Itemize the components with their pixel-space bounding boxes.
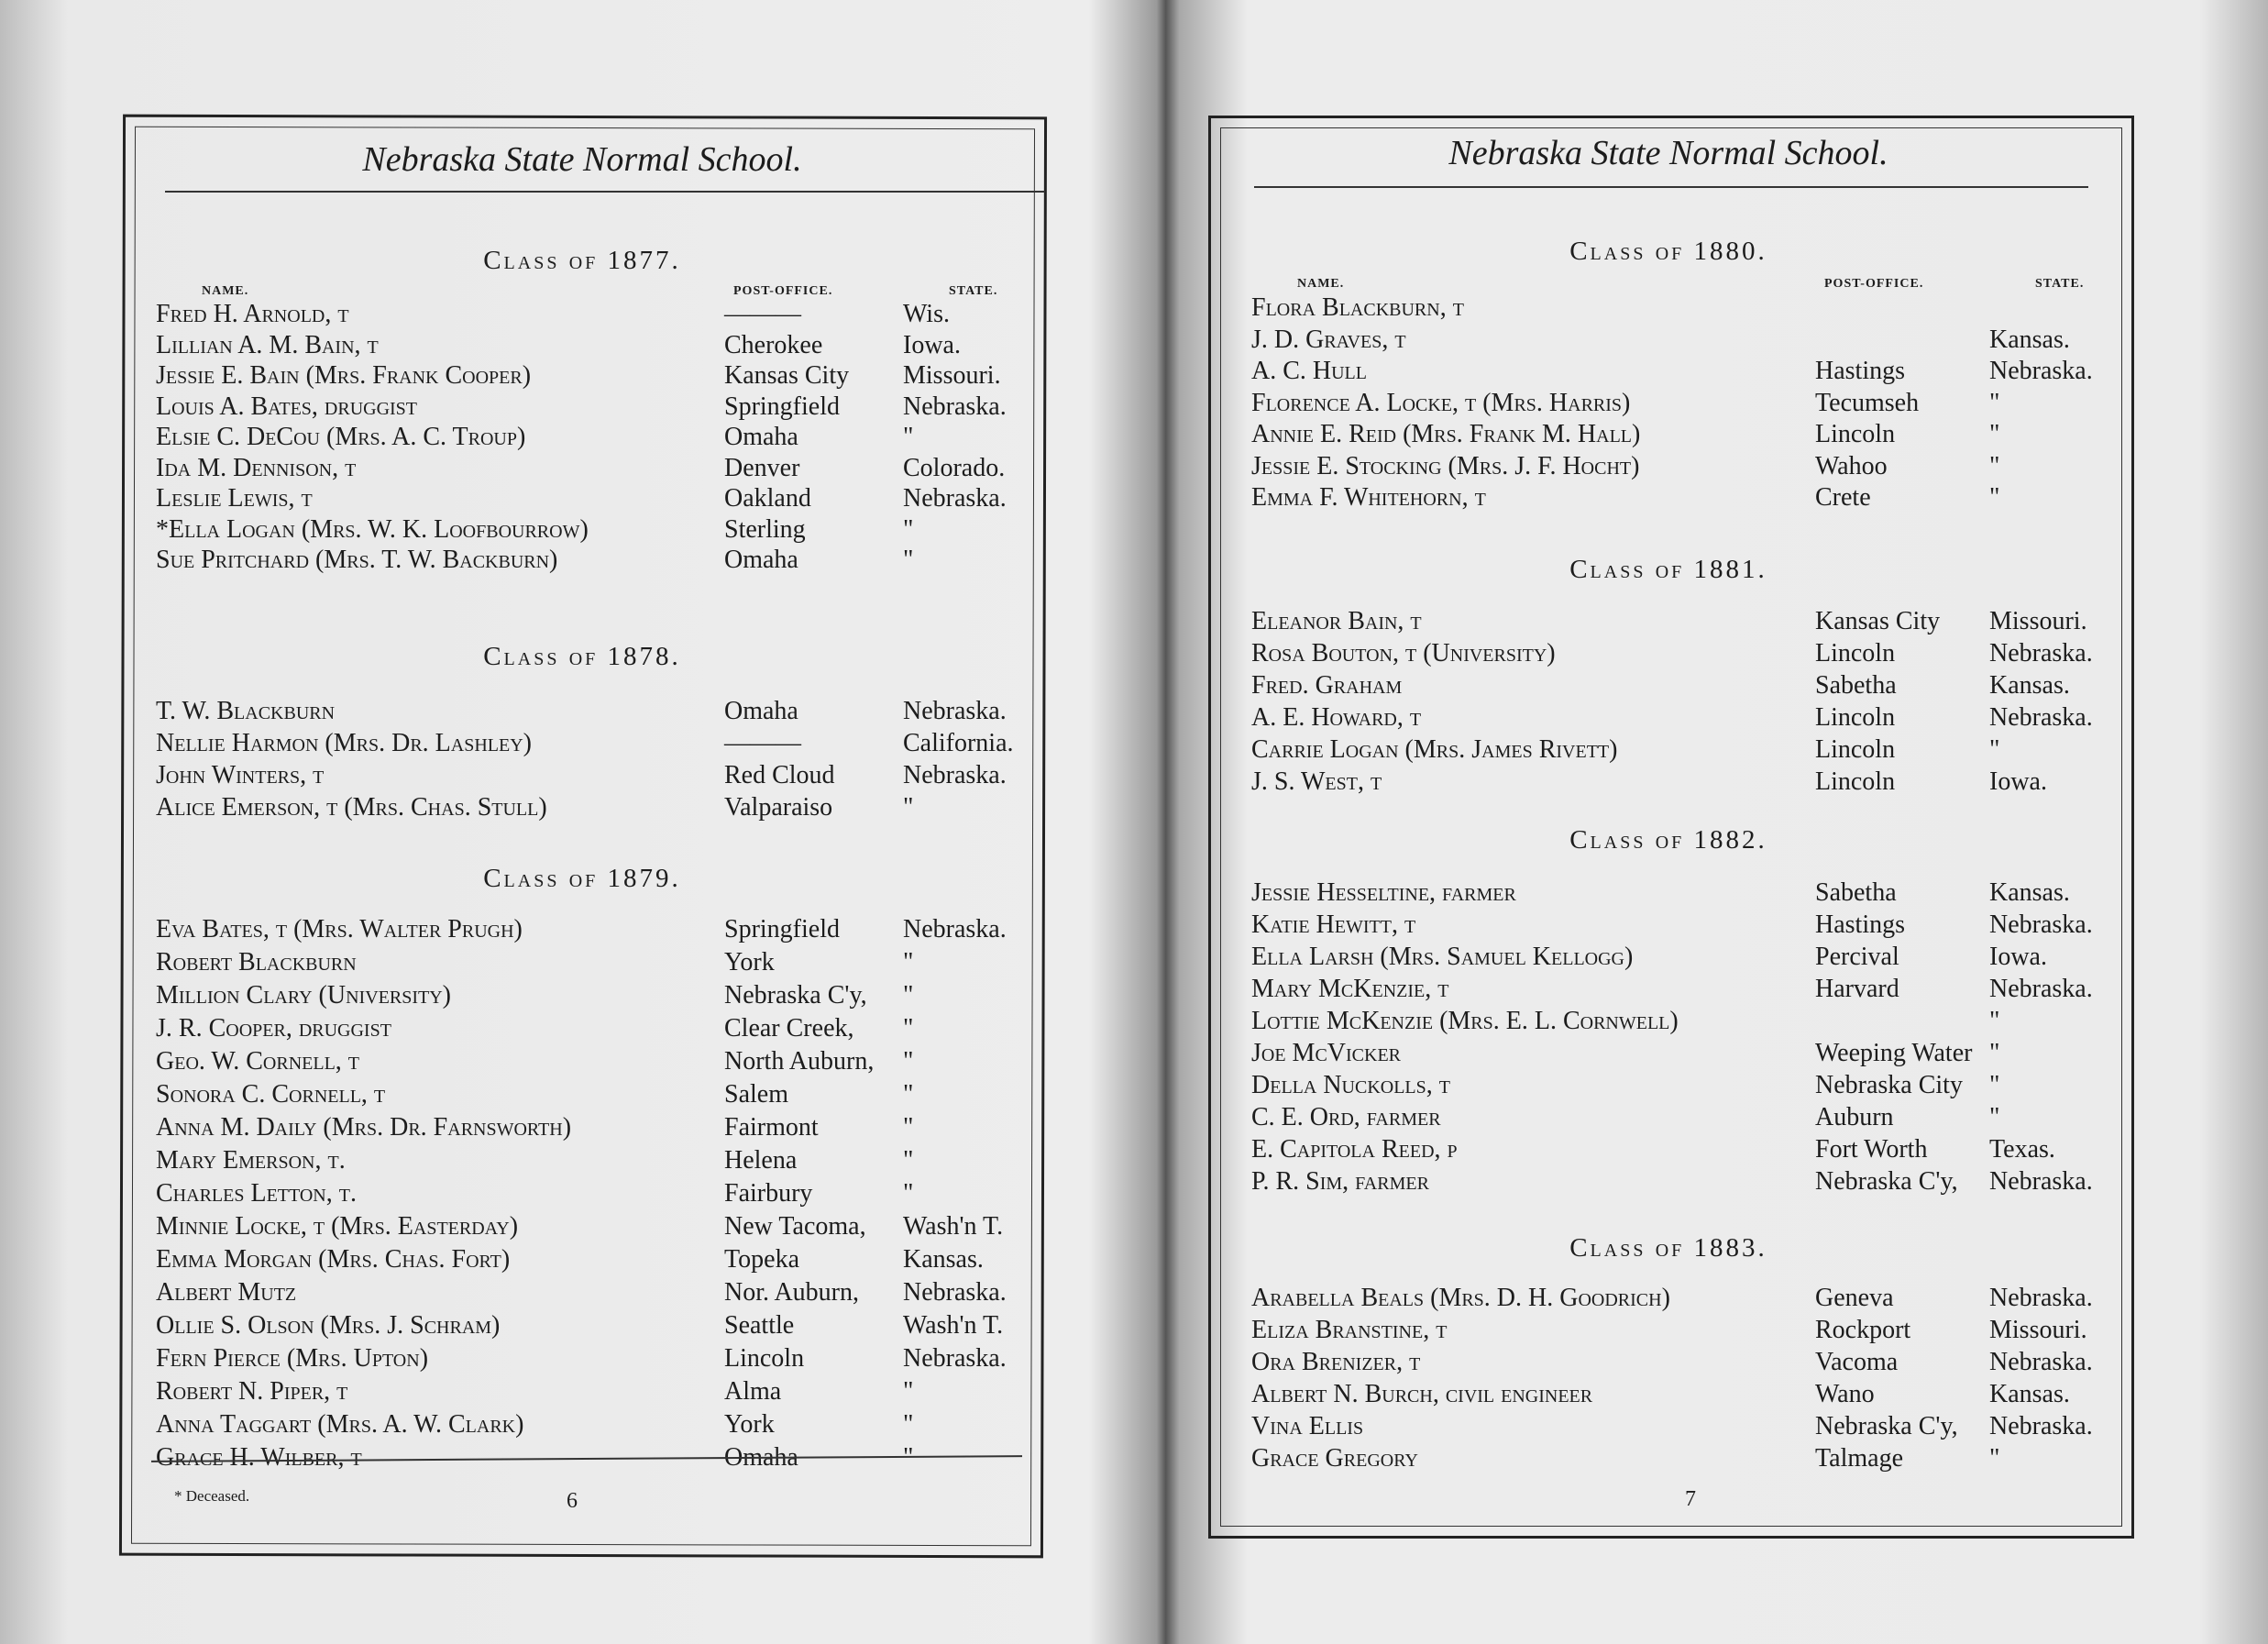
graduate-name: Alice Emerson, t (Mrs. Chas. Stull) xyxy=(156,793,547,822)
graduate-state: " xyxy=(1989,1071,2000,1099)
graduate-state: " xyxy=(1989,1103,2000,1131)
graduate-post-office: Nebraska C'y, xyxy=(1815,1167,1958,1196)
graduate-name: J. R. Cooper, druggist xyxy=(156,1014,391,1043)
left-colhead-post-office: POST-OFFICE. xyxy=(733,284,833,298)
graduate-row xyxy=(1192,1103,2246,1134)
graduate-state: Texas. xyxy=(1989,1135,2055,1164)
graduate-name: Charles Letton, t. xyxy=(156,1179,357,1208)
graduate-row xyxy=(0,915,1054,946)
graduate-post-office: York xyxy=(724,948,775,976)
left-class-heading: Class of 1878. xyxy=(483,642,681,671)
graduate-post-office: Nebraska C'y, xyxy=(724,981,867,1010)
graduate-state: " xyxy=(1989,483,2000,512)
graduate-name: Sue Pritchard (Mrs. T. W. Backburn) xyxy=(156,546,558,574)
right-class-heading: Class of 1883. xyxy=(1569,1233,1767,1263)
graduate-state: " xyxy=(1989,451,2000,480)
graduate-post-office: Lincoln xyxy=(724,1344,805,1373)
graduate-state: " xyxy=(1989,735,2000,764)
graduate-post-office: Talmage xyxy=(1815,1444,1903,1473)
graduate-name: Grace H. Wilber, t xyxy=(156,1443,362,1472)
graduate-post-office: Oakland xyxy=(724,484,811,513)
graduate-name: Fern Pierce (Mrs. Upton) xyxy=(156,1344,429,1373)
graduate-post-office: Wano xyxy=(1815,1380,1875,1408)
graduate-post-office: Fairmont xyxy=(724,1113,819,1142)
graduate-name: Vina Ellis xyxy=(1251,1412,1364,1440)
graduate-state: " xyxy=(1989,1007,2000,1035)
graduate-state: Nebraska. xyxy=(903,761,1007,789)
graduate-post-office: North Auburn, xyxy=(724,1047,875,1076)
right-class-heading: Class of 1880. xyxy=(1569,237,1767,266)
left-colhead-state: STATE. xyxy=(949,284,998,298)
graduate-state: Nebraska. xyxy=(903,392,1007,421)
graduate-state: " xyxy=(903,1047,914,1076)
graduate-row xyxy=(1192,671,2246,702)
graduate-name: Ella Larsh (Mrs. Samuel Kellogg) xyxy=(1251,943,1634,971)
graduate-name: Robert N. Piper, t xyxy=(156,1377,348,1406)
graduate-post-office: New Tacoma, xyxy=(724,1212,866,1241)
graduate-row xyxy=(0,484,1054,515)
graduate-name: Nellie Harmon (Mrs. Dr. Lashley) xyxy=(156,729,532,757)
graduate-state: " xyxy=(903,1014,914,1043)
graduate-name: Sonora C. Cornell, t xyxy=(156,1080,386,1109)
graduate-name: Geo. W. Cornell, t xyxy=(156,1047,360,1076)
graduate-post-office: Springfield xyxy=(724,915,840,943)
graduate-post-office: Lincoln xyxy=(1815,703,1896,732)
graduate-row xyxy=(0,1047,1054,1078)
graduate-row xyxy=(1192,293,2246,325)
graduate-name: A. C. Hull xyxy=(1251,357,1367,385)
graduate-row xyxy=(0,1146,1054,1177)
graduate-name: Fred H. Arnold, t xyxy=(156,300,349,328)
graduate-row xyxy=(0,1410,1054,1441)
graduate-post-office: Weeping Water xyxy=(1815,1039,1973,1067)
graduate-post-office: Topeka xyxy=(724,1245,800,1274)
graduate-name: Albert Mutz xyxy=(156,1278,297,1307)
graduate-row xyxy=(0,948,1054,979)
graduate-name: Katie Hewitt, t xyxy=(1251,910,1416,939)
graduate-state: " xyxy=(1989,420,2000,448)
graduate-state: California. xyxy=(903,729,1014,757)
graduate-name: Emma F. Whitehorn, t xyxy=(1251,483,1486,512)
graduate-post-office: Omaha xyxy=(724,546,798,574)
graduate-name: Lillian A. M. Bain, t xyxy=(156,330,379,359)
graduate-state: " xyxy=(1989,1444,2000,1473)
right-page xyxy=(1192,0,2268,1644)
graduate-name: C. E. Ord, farmer xyxy=(1251,1103,1441,1131)
graduate-state: Nebraska. xyxy=(1989,703,2093,732)
graduate-row xyxy=(0,331,1054,362)
graduate-state: Kansas. xyxy=(903,1245,984,1274)
graduate-name: Jessie E. Stocking (Mrs. J. F. Hocht) xyxy=(1251,451,1640,480)
graduate-post-office: Fairbury xyxy=(724,1179,813,1208)
graduate-row xyxy=(0,1113,1054,1144)
graduate-name: Grace Gregory xyxy=(1251,1444,1418,1473)
graduate-row xyxy=(0,361,1054,392)
graduate-state: Wis. xyxy=(903,300,950,328)
graduate-row xyxy=(0,1179,1054,1210)
graduate-row xyxy=(1192,943,2246,974)
graduate-post-office: Nebraska C'y, xyxy=(1815,1412,1958,1440)
page-number-left: 6 xyxy=(567,1489,578,1513)
graduate-post-office: Lincoln xyxy=(1815,767,1896,796)
graduate-post-office: Lincoln xyxy=(1815,420,1896,448)
graduate-state: Nebraska. xyxy=(903,1278,1007,1307)
graduate-row xyxy=(1192,878,2246,910)
graduate-post-office: Sabetha xyxy=(1815,671,1897,700)
right-class-heading: Class of 1882. xyxy=(1569,825,1767,855)
graduate-row xyxy=(1192,1444,2246,1475)
graduate-row xyxy=(1192,389,2246,420)
left-head-rule xyxy=(165,191,1045,193)
graduate-row xyxy=(0,454,1054,485)
graduate-post-office: Percival xyxy=(1815,943,1899,971)
graduate-name: Anna Taggart (Mrs. A. W. Clark) xyxy=(156,1410,524,1439)
graduate-row xyxy=(1192,1412,2246,1443)
graduate-state: " xyxy=(903,1443,914,1472)
graduate-name: Carrie Logan (Mrs. James Rivett) xyxy=(1251,735,1618,764)
graduate-state: Kansas. xyxy=(1989,325,2070,354)
graduate-post-office: Rockport xyxy=(1815,1316,1911,1344)
graduate-state: Iowa. xyxy=(1989,943,2047,971)
graduate-row xyxy=(1192,767,2246,799)
graduate-row xyxy=(0,1311,1054,1342)
graduate-row xyxy=(1192,1284,2246,1315)
graduate-name: Elsie C. DeCou (Mrs. A. C. Troup) xyxy=(156,423,526,451)
graduate-name: Minnie Locke, t (Mrs. Easterday) xyxy=(156,1212,519,1241)
left-running-head: Nebraska State Normal School. xyxy=(362,140,802,179)
graduate-post-office: Omaha xyxy=(724,1443,798,1472)
left-class-heading: Class of 1877. xyxy=(483,246,681,275)
graduate-row xyxy=(1192,1167,2246,1198)
graduate-row xyxy=(0,729,1054,760)
graduate-post-office: Wahoo xyxy=(1815,451,1888,480)
graduate-name: Leslie Lewis, t xyxy=(156,484,313,513)
graduate-name: Jessie E. Bain (Mrs. Frank Cooper) xyxy=(156,361,532,390)
graduate-name: Albert N. Burch, civil engineer xyxy=(1251,1380,1593,1408)
graduate-post-office: Valparaiso xyxy=(724,793,833,822)
graduate-state: Wash'n T. xyxy=(903,1311,1004,1340)
graduate-name: Robert Blackburn xyxy=(156,948,357,976)
graduate-row xyxy=(0,793,1054,824)
graduate-row xyxy=(1192,452,2246,483)
graduate-name: Della Nuckolls, t xyxy=(1251,1071,1450,1099)
graduate-state: Nebraska. xyxy=(903,484,1007,513)
graduate-row xyxy=(1192,420,2246,451)
right-running-head: Nebraska State Normal School. xyxy=(1448,134,1888,172)
graduate-row xyxy=(1192,639,2246,670)
graduate-row xyxy=(1192,735,2246,767)
graduate-name: Eleanor Bain, t xyxy=(1251,607,1422,635)
graduate-row xyxy=(0,1212,1054,1243)
graduate-state: Missouri. xyxy=(903,361,1001,390)
graduate-row xyxy=(0,1245,1054,1276)
graduate-row xyxy=(0,697,1054,728)
graduate-post-office: Seattle xyxy=(724,1311,795,1340)
graduate-name: Rosa Bouton, t (University) xyxy=(1251,639,1556,668)
graduate-state: " xyxy=(1989,388,2000,417)
graduate-state: Missouri. xyxy=(1989,607,2087,635)
graduate-state: Kansas. xyxy=(1989,1380,2070,1408)
graduate-name: Arabella Beals (Mrs. D. H. Goodrich) xyxy=(1251,1284,1670,1312)
graduate-post-office: Hastings xyxy=(1815,357,1905,385)
graduate-row xyxy=(0,1080,1054,1111)
graduate-state: " xyxy=(903,793,914,822)
graduate-row xyxy=(1192,1316,2246,1347)
graduate-row xyxy=(1192,607,2246,638)
graduate-name: Florence A. Locke, t (Mrs. Harris) xyxy=(1251,388,1631,417)
graduate-post-office: Kansas City xyxy=(724,361,850,390)
graduate-post-office: Springfield xyxy=(724,392,840,421)
graduate-row xyxy=(1192,483,2246,514)
graduate-state: " xyxy=(1989,1039,2000,1067)
graduate-name: Eliza Branstine, t xyxy=(1251,1316,1448,1344)
graduate-name: Flora Blackburn, t xyxy=(1251,293,1464,322)
graduate-state: " xyxy=(903,981,914,1010)
graduate-post-office: Clear Creek, xyxy=(724,1014,854,1043)
graduate-post-office: Nebraska City xyxy=(1815,1071,1963,1099)
graduate-name: Eva Bates, t (Mrs. Walter Prugh) xyxy=(156,915,523,943)
graduate-post-office: Sabetha xyxy=(1815,878,1897,907)
graduate-row xyxy=(1192,1039,2246,1070)
graduate-name: Joe McVicker xyxy=(1251,1039,1402,1067)
graduate-state: " xyxy=(903,948,914,976)
graduate-name: Ida M. Dennison, t xyxy=(156,453,357,482)
graduate-row xyxy=(0,300,1054,331)
graduate-row xyxy=(0,1278,1054,1309)
graduate-state: " xyxy=(903,514,914,544)
graduate-state: Nebraska. xyxy=(903,1344,1007,1373)
graduate-post-office: Vacoma xyxy=(1815,1348,1899,1376)
graduate-state: " xyxy=(903,423,914,451)
deceased-footnote: * Deceased. xyxy=(174,1487,250,1505)
graduate-post-office: Sterling xyxy=(724,514,806,544)
graduate-name: John Winters, t xyxy=(156,761,325,789)
graduate-state: Iowa. xyxy=(903,330,961,359)
graduate-row xyxy=(1192,1348,2246,1379)
graduate-name: Million Clary (University) xyxy=(156,981,451,1010)
graduate-name: Ora Brenizer, t xyxy=(1251,1348,1421,1376)
right-colhead-name: NAME. xyxy=(1297,277,1345,291)
graduate-name: E. Capitola Reed, p xyxy=(1251,1135,1458,1164)
graduate-state: Nebraska. xyxy=(903,915,1007,943)
graduate-state: Missouri. xyxy=(1989,1316,2087,1344)
graduate-state: Kansas. xyxy=(1989,671,2070,700)
graduate-post-office: Crete xyxy=(1815,483,1871,512)
graduate-row xyxy=(0,1014,1054,1045)
graduate-state: Iowa. xyxy=(1989,767,2047,796)
graduate-name: Mary McKenzie, t xyxy=(1251,975,1449,1003)
graduate-name: Louis A. Bates, druggist xyxy=(156,392,418,421)
graduate-row xyxy=(1192,1135,2246,1166)
graduate-post-office: Omaha xyxy=(724,423,798,451)
graduate-name: *Ella Logan (Mrs. W. K. Loofbourrow) xyxy=(156,514,589,544)
graduate-post-office: Tecumseh xyxy=(1815,388,1920,417)
graduate-state: " xyxy=(903,1410,914,1439)
graduate-state: Nebraska. xyxy=(1989,1348,2093,1376)
graduate-post-office: Geneva xyxy=(1815,1284,1894,1312)
right-colhead-post-office: POST-OFFICE. xyxy=(1824,277,1924,291)
graduate-post-office: Lincoln xyxy=(1815,639,1896,668)
left-colhead-name: NAME. xyxy=(202,284,249,298)
graduate-post-office: Lincoln xyxy=(1815,735,1896,764)
graduate-row xyxy=(1192,703,2246,734)
graduate-row xyxy=(0,515,1054,546)
graduate-state: Colorado. xyxy=(903,453,1006,482)
graduate-state: Nebraska. xyxy=(1989,357,2093,385)
graduate-name: Fred. Graham xyxy=(1251,671,1403,700)
graduate-post-office: Auburn xyxy=(1815,1103,1894,1131)
graduate-name: Ollie S. Olson (Mrs. J. Schram) xyxy=(156,1311,501,1340)
graduate-state: Nebraska. xyxy=(1989,975,2093,1003)
page-number-right: 7 xyxy=(1685,1487,1696,1511)
graduate-row xyxy=(1192,1071,2246,1102)
graduate-post-office: Cherokee xyxy=(724,330,823,359)
graduate-state: Kansas. xyxy=(1989,878,2070,907)
graduate-post-office: York xyxy=(724,1410,775,1439)
graduate-post-office: Kansas City xyxy=(1815,607,1941,635)
graduate-row xyxy=(1192,1380,2246,1411)
graduate-state: Nebraska. xyxy=(1989,1284,2093,1312)
graduate-state: Wash'n T. xyxy=(903,1212,1004,1241)
graduate-row xyxy=(0,546,1054,577)
graduate-row xyxy=(1192,1007,2246,1038)
graduate-name: Lottie McKenzie (Mrs. E. L. Cornwell) xyxy=(1251,1007,1679,1035)
graduate-state: Nebraska. xyxy=(1989,1167,2093,1196)
graduate-post-office: Omaha xyxy=(724,697,798,725)
graduate-post-office: Harvard xyxy=(1815,975,1899,1003)
graduate-state: " xyxy=(903,546,914,574)
graduate-name: Anna M. Daily (Mrs. Dr. Farnsworth) xyxy=(156,1113,572,1142)
graduate-post-office: Red Cloud xyxy=(724,761,835,789)
graduate-state: " xyxy=(903,1146,914,1175)
graduate-name: Annie E. Reid (Mrs. Frank M. Hall) xyxy=(1251,420,1641,448)
graduate-name: Jessie Hesseltine, farmer xyxy=(1251,878,1516,907)
graduate-row xyxy=(0,1377,1054,1408)
graduate-state: Nebraska. xyxy=(1989,910,2093,939)
graduate-row xyxy=(0,392,1054,424)
graduate-post-office: Alma xyxy=(724,1377,782,1406)
graduate-name: T. W. Blackburn xyxy=(156,697,336,725)
graduate-state: Nebraska. xyxy=(1989,1412,2093,1440)
graduate-state: Nebraska. xyxy=(903,697,1007,725)
graduate-post-office: Fort Worth xyxy=(1815,1135,1928,1164)
graduate-post-office: Denver xyxy=(724,453,800,482)
graduate-post-office: Helena xyxy=(724,1146,798,1175)
right-colhead-state: STATE. xyxy=(2035,277,2085,291)
graduate-name: J. S. West, t xyxy=(1251,767,1382,796)
graduate-row xyxy=(0,761,1054,792)
graduate-post-office: Salem xyxy=(724,1080,788,1109)
graduate-state: " xyxy=(903,1113,914,1142)
graduate-post-office: Hastings xyxy=(1815,910,1905,939)
graduate-row xyxy=(1192,910,2246,942)
left-class-heading: Class of 1879. xyxy=(483,864,681,893)
graduate-state: " xyxy=(903,1080,914,1109)
graduate-post-office: Nor. Auburn, xyxy=(724,1278,859,1307)
graduate-row xyxy=(1192,357,2246,388)
graduate-name: J. D. Graves, t xyxy=(1251,325,1406,354)
graduate-post-office: ——— xyxy=(724,729,801,757)
graduate-name: Emma Morgan (Mrs. Chas. Fort) xyxy=(156,1245,511,1274)
graduate-name: P. R. Sim, farmer xyxy=(1251,1167,1429,1196)
graduate-row xyxy=(0,981,1054,1012)
right-class-heading: Class of 1881. xyxy=(1569,555,1767,584)
graduate-row xyxy=(0,1344,1054,1375)
graduate-row xyxy=(1192,325,2246,357)
graduate-row xyxy=(1192,975,2246,1006)
graduate-name: Mary Emerson, t. xyxy=(156,1146,346,1175)
graduate-state: " xyxy=(903,1179,914,1208)
graduate-state: " xyxy=(903,1377,914,1406)
right-head-rule xyxy=(1254,186,2088,188)
graduate-state: Nebraska. xyxy=(1989,639,2093,668)
graduate-row xyxy=(0,423,1054,454)
graduate-name: A. E. Howard, t xyxy=(1251,703,1422,732)
graduate-post-office: ——— xyxy=(724,300,801,328)
